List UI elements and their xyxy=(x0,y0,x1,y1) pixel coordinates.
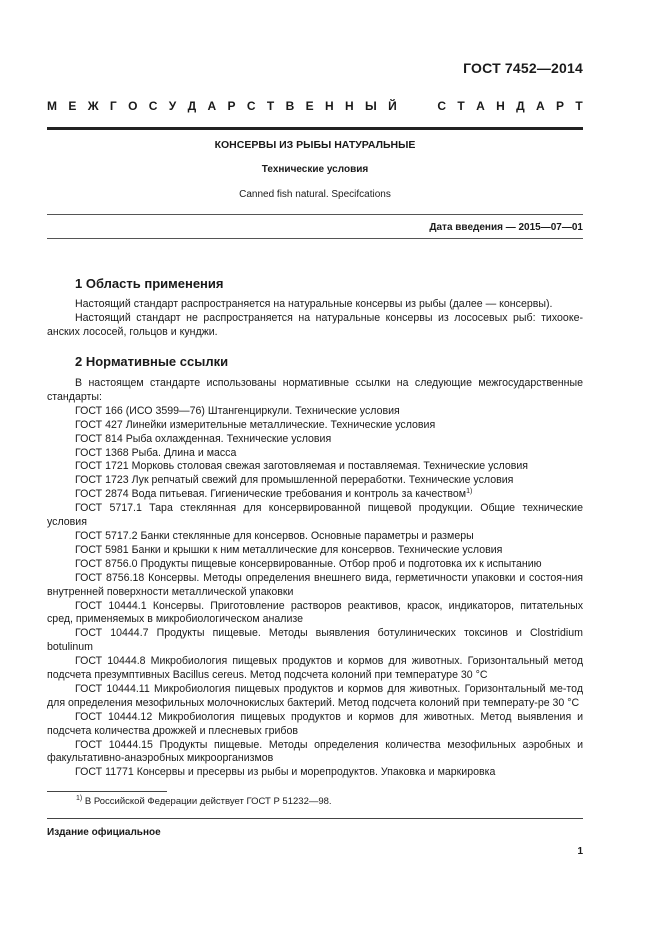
paragraph: Настоящий стандарт распространяется на натуральные консервы из рыбы (далее — консервы). xyxy=(75,298,553,310)
paragraph: Настоящий стандарт не распространяется на натуральные консервы из лососевых рыб: тихооке-анских лососей, гольцов и кунджи. xyxy=(47,311,583,338)
title-rule xyxy=(47,214,583,215)
reference-item xyxy=(47,739,583,767)
reference-text: ГОСТ 5717.1 Тара стеклянная для консервированной пищевой продукции. Общие технические условия xyxy=(47,502,583,529)
reference-text: ГОСТ 10444.12 Микробиология пищевых продуктов и кормов для животных. Метод выявления и подсчета количества дрожжей и плесневых грибов xyxy=(47,710,583,737)
document-subtitle: Технические условия xyxy=(261,164,369,175)
reference-item xyxy=(47,766,583,780)
reference-text: ГОСТ 1723 Лук репчатый свежий для промышленной переработки. Технические условия xyxy=(75,474,514,487)
footnote-reference-mark: 1) xyxy=(466,488,473,496)
reference-text: ГОСТ 10444.11 Микробиология пищевых продуктов и кормов для животных. Горизонтальный ме-тод для определения мезофильных молочнокислых бактерий. Метод подсчета колоний при температу-ре 30 °С xyxy=(47,682,583,709)
heading-letter: Д xyxy=(516,99,525,113)
reference-item xyxy=(47,558,583,572)
heading-letter: Ы xyxy=(364,99,377,113)
footer-rule xyxy=(47,818,583,819)
section-heading-scope: 1 Область применения xyxy=(75,276,224,291)
heading-letter: Е xyxy=(68,99,77,113)
reference-text: ГОСТ 5717.2 Банки стеклянные для консервов. Основные параметры и размеры xyxy=(75,529,474,542)
reference-text: ГОСТ 5981 Банки и крышки к ним металлические для консервов. Технические условия xyxy=(75,543,503,556)
reference-item xyxy=(47,655,583,683)
heading-letter: В xyxy=(285,99,295,113)
reference-item xyxy=(47,502,583,530)
reference-item xyxy=(47,488,583,502)
page-number: 1 xyxy=(577,846,583,857)
document-english-title: Canned fish natural. Specifcations xyxy=(239,189,391,200)
reference-text: ГОСТ 2874 Вода питьевая. Гигиенические требования и контроль за качеством xyxy=(75,488,467,501)
heading-letter: Г xyxy=(109,99,117,113)
reference-item xyxy=(47,572,583,600)
footnote-mark: 1) xyxy=(76,795,83,802)
heading-letter: Т xyxy=(575,99,583,113)
reference-item xyxy=(47,419,583,433)
section-scope-body xyxy=(47,298,583,340)
footnote-rule xyxy=(47,791,167,792)
reference-item xyxy=(47,600,583,628)
paragraph: В настоящем стандарте использованы нормативные ссылки на следующие межгосударственные стандарты: xyxy=(47,377,583,403)
heading-letter: Д xyxy=(187,99,197,113)
footnote-text: В Российской Федерации действует ГОСТ Р 51232—98. xyxy=(84,796,332,807)
reference-text: ГОСТ 8756.18 Консервы. Методы определения внешнего вида, герметичности упаковки и состоя-ния внутренней поверхности металлической упаковки xyxy=(47,571,583,598)
reference-text: ГОСТ 1721 Морковь столовая свежая заготовляемая и поставляемая. Технические условия xyxy=(75,460,529,473)
footnote xyxy=(76,796,332,807)
heading-letter: Т xyxy=(266,99,275,113)
document-code: ГОСТ 7452—2014 xyxy=(463,60,583,76)
reference-item xyxy=(47,530,583,544)
heading-letter: Н xyxy=(324,99,334,113)
document-title: КОНСЕРВЫ ИЗ РЫБЫ НАТУРАЛЬНЫЕ xyxy=(214,139,416,151)
heading-letter: Т xyxy=(457,99,465,113)
reference-text: ГОСТ 8756.0 Продукты пищевые консервированные. Отбор проб и подготовка их к испытанию xyxy=(75,557,542,570)
heading-letter: Е xyxy=(305,99,314,113)
heading-letter: А xyxy=(476,99,485,113)
heading-gap xyxy=(408,99,426,113)
heading-letter: С xyxy=(246,99,256,113)
edition-label: Издание официальное xyxy=(47,827,161,838)
introduction-date: Дата введения — 2015—07—01 xyxy=(429,222,583,233)
reference-item xyxy=(47,711,583,739)
reference-list xyxy=(47,405,583,780)
reference-item xyxy=(47,405,583,419)
heading-letter: А xyxy=(536,99,545,113)
heading-letter: Ж xyxy=(87,99,99,113)
reference-item xyxy=(47,433,583,447)
reference-item xyxy=(47,460,583,474)
header-rule xyxy=(47,127,583,130)
reference-text: ГОСТ 10444.8 Микробиология пищевых продуктов и кормов для животных. Горизонтальный метод подсчета презумптивных Bacillus cereus. Метод подсчета колоний при температуре 30 °С xyxy=(47,655,583,682)
section-references-body xyxy=(47,377,583,780)
reference-text: ГОСТ 10444.7 Продукты пищевые. Методы выявления ботулинических токсинов и Clostridium botulinum xyxy=(47,627,583,654)
reference-text: ГОСТ 814 Рыба охлажденная. Технические условия xyxy=(75,432,332,445)
standard-type-heading xyxy=(47,99,583,113)
reference-item xyxy=(47,683,583,711)
heading-letter: Р xyxy=(227,99,236,113)
heading-letter: С xyxy=(437,99,447,113)
reference-item xyxy=(47,474,583,488)
heading-letter: А xyxy=(207,99,217,113)
reference-text: ГОСТ 427 Линейки измерительные металлические. Технические условия xyxy=(75,418,436,431)
reference-item xyxy=(47,627,583,655)
reference-item xyxy=(47,544,583,558)
heading-letter: У xyxy=(168,99,177,113)
reference-item xyxy=(47,447,583,461)
heading-letter: М xyxy=(47,99,57,113)
reference-text: ГОСТ 10444.1 Консервы. Приготовление растворов реактивов, красок, индикаторов, питательных сред, применяемых в микробиологическом анализе xyxy=(47,599,583,626)
heading-letter: Н xyxy=(496,99,505,113)
heading-letter: Р xyxy=(556,99,565,113)
reference-text: ГОСТ 10444.15 Продукты пищевые. Методы определения количества мезофильных аэробных и факультативно-анаэробных микроорганизмов xyxy=(47,738,583,765)
reference-text: ГОСТ 11771 Консервы и пресервы из рыбы и морепродуктов. Упаковка и маркировка xyxy=(75,766,496,779)
heading-letter: Й xyxy=(388,99,397,113)
heading-letter: Н xyxy=(344,99,354,113)
reference-text: ГОСТ 1368 Рыба. Длина и масса xyxy=(75,446,237,459)
heading-letter: С xyxy=(148,99,158,113)
reference-text: ГОСТ 166 (ИСО 3599—76) Штангенциркули. Технические условия xyxy=(75,404,400,417)
heading-letter: О xyxy=(128,99,138,113)
section-heading-references: 2 Нормативные ссылки xyxy=(75,354,229,369)
date-rule xyxy=(47,238,583,239)
